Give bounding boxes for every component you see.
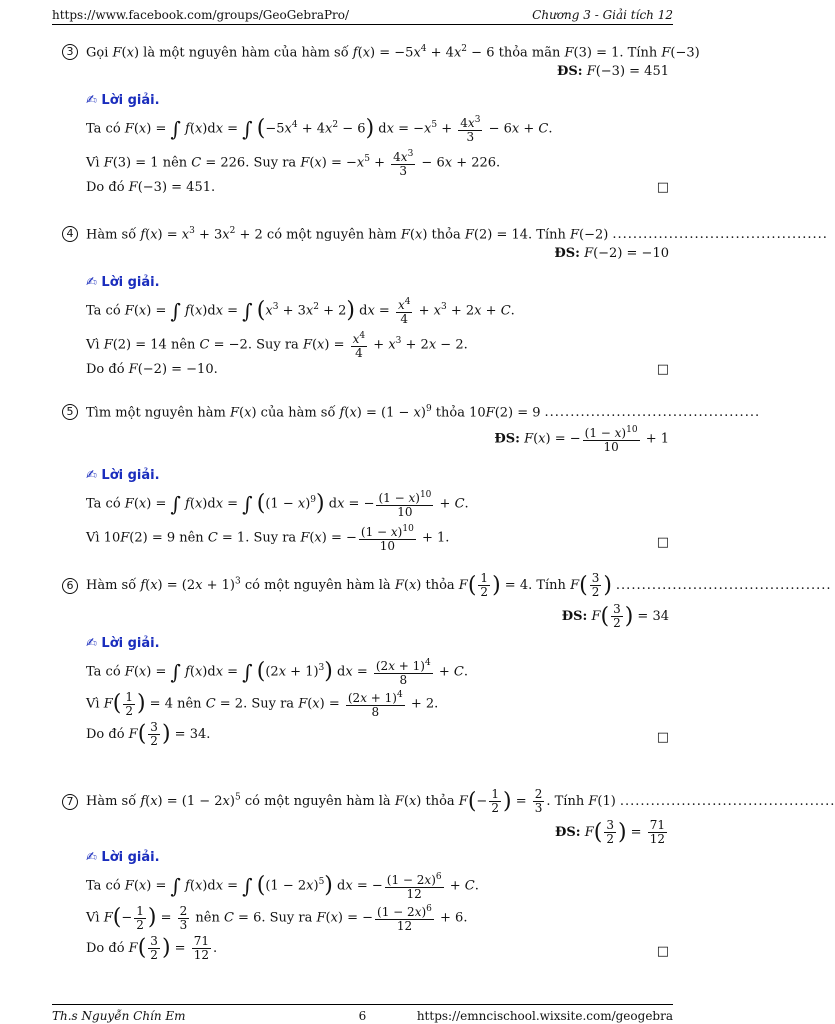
page-header (52, 6, 673, 25)
footer-url[interactable]: https://emncischool.wixsite.com/geogebra (416, 1009, 673, 1023)
footer-author: Th.s Nguyễn Chín Em (52, 1009, 186, 1023)
problem-3: 3 Gọi F(x) là một nguyên hàm của hàm số $f(x) = -5x^4 + 4x^2 - 6$ thỏa mãn F(3) = 1. Tính F(−3) ĐS: F(−3) = 451 ✍ Lời giải. Ta có F(x) = ∫ f(x)dx = ∫ $(-5x^4 + 4x^2 - 6)$ dx = $-x^5$ + $\frac{4x^3}{3}$ − 6x + C. Vì F(3) = 1 nên C = 226. Suy ra $F(x) = -x^5$ + $\frac{4x^3}{3}$ − 6x + 226. Do đó F(−3) = 451. □ (62, 44, 669, 198)
problem-statement: 7 Hàm số $f(x) = (1 - 2x)^5$ có một nguyên hàm là F(x) thỏa F(− $\frac{1}{2}$ ) = $\frac{2}{3}$ . Tính F(1) .......................................... (62, 788, 669, 815)
solution-heading: ✍ Lời giải. (86, 93, 160, 109)
answer: ĐS: F(−3) = 451 (556, 64, 669, 80)
problem-statement: 6 Hàm số $f(x) = (2x + 1)^3$ có một nguyên hàm là F(x) thỏa F( $\frac{1}{2}$ ) = 4. Tính F( $\frac{3}{2}$ ) .......................................... (62, 572, 669, 599)
problem-number: 3 (62, 44, 78, 60)
problem-number: 4 (62, 226, 78, 242)
answer: ĐS: F(x) = − $\frac{(1 - x)^{10}}{10}$ + 1 (494, 425, 669, 455)
solution-heading: ✍ Lời giải. (86, 275, 160, 291)
qed-box-icon: □ (656, 362, 669, 378)
qed-box-icon: □ (656, 180, 669, 196)
header-url[interactable]: https://www.facebook.com/groups/GeoGebraPro/ (52, 8, 350, 22)
solution-heading: ✍ Lời giải. (86, 850, 160, 865)
problem-6: 6 Hàm số $f(x) = (2x + 1)^3$ có một nguyên hàm là F(x) thỏa F( $\frac{1}{2}$ ) = 4. Tính F( $\frac{3}{2}$ ) .......................................... ĐS: F( $\frac{3}{2}$ ) = 34 ✍ Lời giải. Ta có F(x) = ∫ f(x)dx = ∫ $((2x + 1)^3)$ dx = $\frac{(2x + 1)^4}{8}$ + C. Vì F( $\frac{1}{2}$ ) = 4 nên C = 2. Suy ra F(x) = $\frac{(2x + 1)^4}{8}$ + 2. Do đó F( $\frac{3}{2}$ ) = 34. □ (62, 572, 669, 748)
answer: ĐS: F(−2) = −10 (554, 246, 669, 262)
problem-4: 4 Hàm số $f(x) = x^3 + 3x^2 + 2$ có một nguyên hàm F(x) thỏa F(2) = 14. Tính F(−2) .......................................... ĐS: F(−2) = −10 ✍ Lời giải. Ta có F(x) = ∫ f(x)dx = ∫ $(x^3 + 3x^2 + 2)$ dx = $\frac{x^4}{4}$ + $x^3 + 2x + C$. Vì F(2) = 14 nên C = −2. Suy ra F(x) = $\frac{x^4}{4}$ + $x^3 + 2x - 2$. Do đó F(−2) = −10. □ (62, 226, 669, 380)
solution-heading: ✍ Lời giải. (86, 636, 160, 651)
problem-statement: 5 Tìm một nguyên hàm F(x) của hàm số $f(x) = (1 - x)^9$ thỏa 10F(2) = 9 .......................................... (62, 404, 669, 420)
solution-heading: ✍ Lời giải. (86, 468, 160, 484)
qed-box-icon: □ (656, 944, 669, 959)
header-chapter: Chương 3 - Giải tích 12 (532, 8, 673, 22)
answer: ĐS: F( $\frac{3}{2}$ ) = 34 (561, 602, 669, 630)
answer: ĐS: F( $\frac{3}{2}$ ) = $\frac{71}{12}$ (554, 818, 665, 846)
problem-number: 5 (62, 404, 78, 420)
page-footer (52, 1004, 673, 1023)
problem-number: 6 (62, 578, 78, 594)
qed-box-icon: □ (656, 730, 669, 745)
problem-number: 7 (62, 794, 78, 810)
qed-box-icon: □ (656, 535, 669, 551)
problem-statement: 3 Gọi F(x) là một nguyên hàm của hàm số $f(x) = -5x^4 + 4x^2 - 6$ thỏa mãn F(3) = 1. Tính F(−3) (62, 44, 669, 60)
page-number: 6 (358, 1009, 367, 1023)
problem-statement: 4 Hàm số $f(x) = x^3 + 3x^2 + 2$ có một nguyên hàm F(x) thỏa F(2) = 14. Tính F(−2) .......................................... (62, 226, 669, 242)
problem-7: 7 Hàm số $f(x) = (1 - 2x)^5$ có một nguyên hàm là F(x) thỏa F(− $\frac{1}{2}$ ) = $\frac{2}{3}$ . Tính F(1) .......................................... ĐS: F( $\frac{3}{2}$ ) = $\frac{71}{12}$ ✍ Lời giải. Ta có F(x) = ∫ f(x)dx = ∫ $((1 - 2x)^5)$ dx = − $\frac{(1 - 2x)^6}{12}$ + C. Vì F(− $\frac{1}{2}$ ) = $\frac{2}{3}$ nên C = 6. Suy ra F(x) = − $\frac{(1 - 2x)^6}{12}$ + 6. Do đó F( $\frac{3}{2}$ ) = $\frac{71}{12}$ . □ (62, 788, 669, 962)
problem-5: 5 Tìm một nguyên hàm F(x) của hàm số $f(x) = (1 - x)^9$ thỏa 10F(2) = 9 .......................................... ĐS: F(x) = − $\frac{(1 - x)^{10}}{10}$ + 1 ✍ Lời giải. Ta có F(x) = ∫ f(x)dx = ∫ $((1 - x)^9)$ dx = − $\frac{(1 - x)^{10}}{10}$ + C. Vì 10F(2) = 9 nên C = 1. Suy ra F(x) = − $\frac{(1 - x)^{10}}{10}$ + 1. □ (62, 404, 669, 553)
